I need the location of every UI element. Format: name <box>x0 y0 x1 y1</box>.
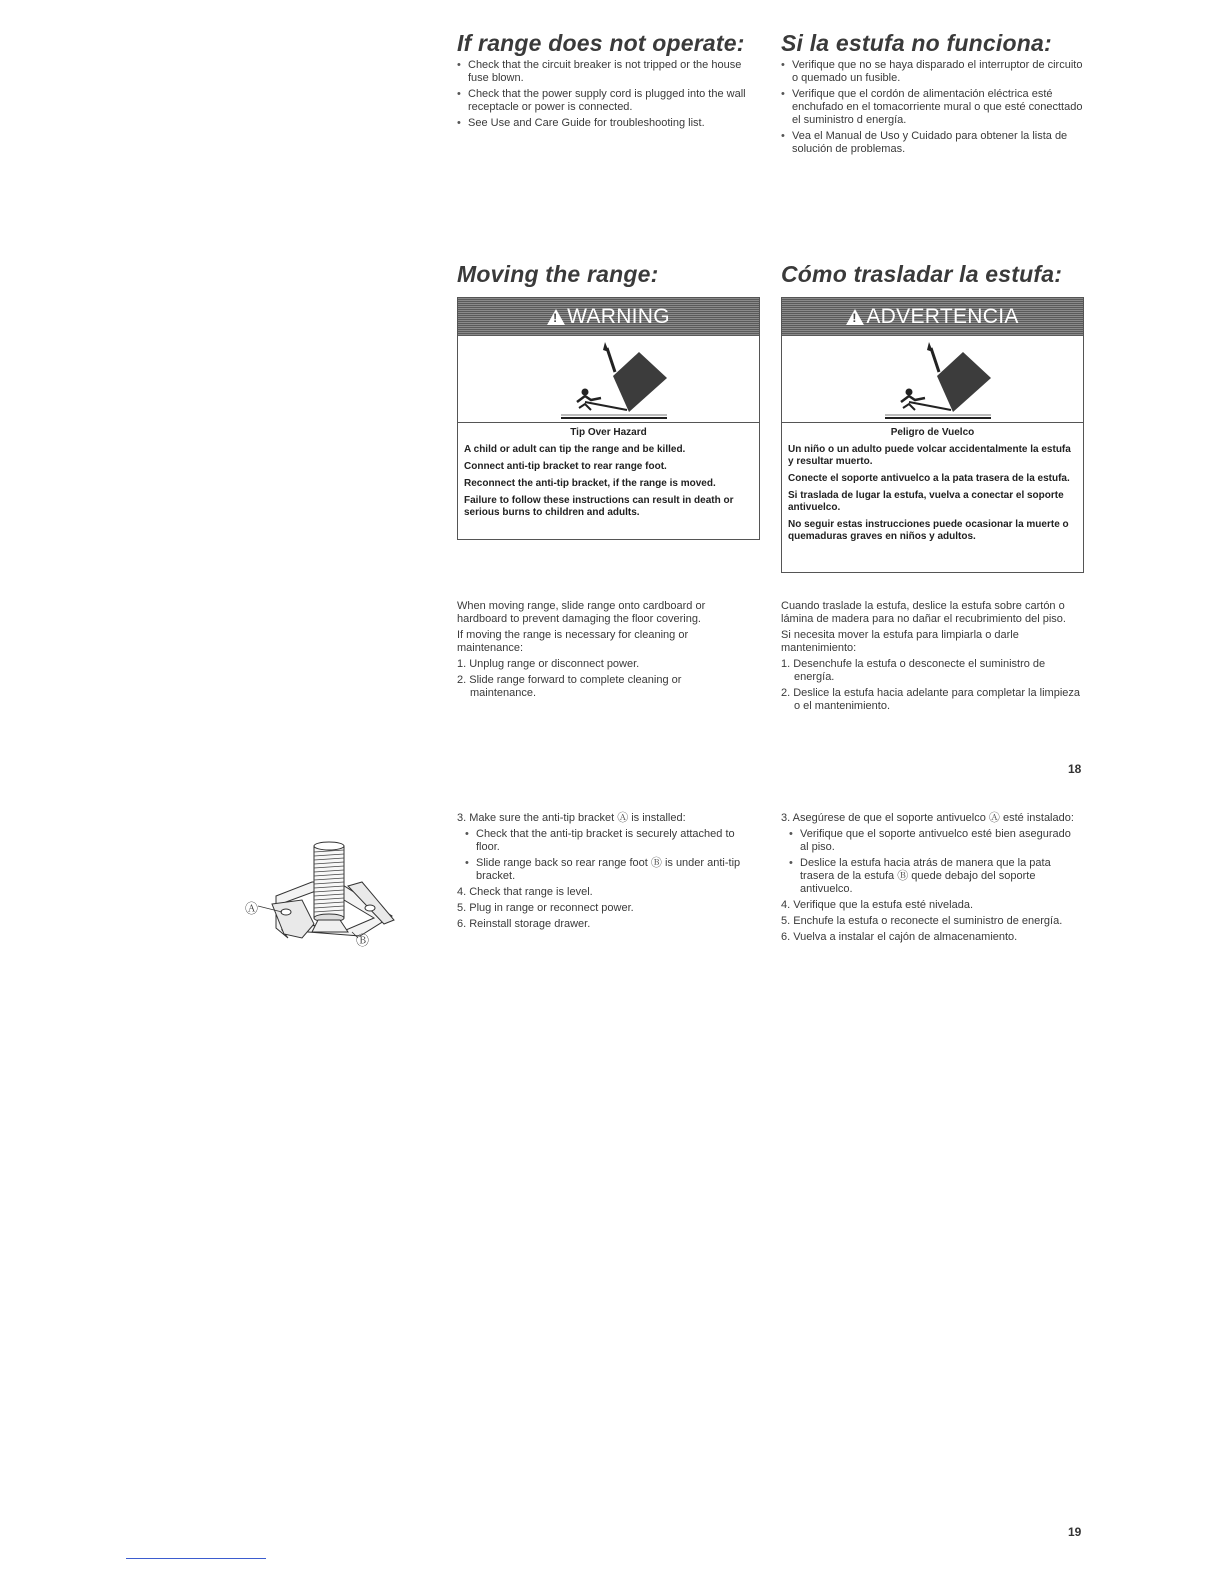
anti-tip-bracket-diagram <box>242 838 402 960</box>
paragraph: Si necesita mover la estufa para limpiarla o darle mantenimiento: <box>781 629 1019 654</box>
list-item: • Check that the power supply cord is plugged into the wall receptacle or power is connected. <box>457 88 747 114</box>
warning-line: Connect anti-tip bracket to rear range foot. <box>464 461 667 472</box>
warning-line: Failure to follow these instructions can result in death or serious burns to children and adults. <box>464 495 734 518</box>
warning-line: Conecte el soporte antivuelco a la pata trasera de la estufa. <box>788 473 1070 484</box>
list-item: • See Use and Care Guide for troubleshooting list. <box>457 117 747 130</box>
hazard-title: Tip Over Hazard <box>570 427 647 438</box>
step: 3. Make sure the anti-tip bracket Ⓐ is installed: <box>457 812 686 824</box>
footer-rule <box>126 1558 266 1559</box>
warning-line: A child or adult can tip the range and be killed. <box>464 444 686 455</box>
list-item: • Check that the anti-tip bracket is securely attached to floor. <box>457 828 747 854</box>
paragraph: If moving the range is necessary for cleaning or maintenance: <box>457 629 689 654</box>
warning-line: Reconnect the anti-tip bracket, if the range is moved. <box>464 478 716 489</box>
troubleshoot-list-en <box>457 59 747 133</box>
list-item: • Verifique que el cordón de alimentación eléctrica esté enchufado en el tomacorriente mural o que esté conecttado el suministro d energía. <box>781 88 1086 127</box>
step: 5. Enchufe la estufa o reconecte el suministro de energía. <box>781 915 1063 927</box>
list-item: • Verifique que el soporte antivuelco esté bien asegurado al piso. <box>781 828 1081 854</box>
hazard-title: Peligro de Vuelco <box>890 427 975 438</box>
step: 2. Slide range forward to complete cleaning or maintenance. <box>457 674 682 699</box>
step: 6. Vuelva a instalar el cajón de almacenamiento. <box>781 931 1018 943</box>
list-item: • Check that the circuit breaker is not tripped or the house fuse blown. <box>457 59 747 85</box>
list-item: • Verifique que no se haya disparado el interruptor de circuito o quemado un fusible. <box>781 59 1086 85</box>
list-item: • Slide range back so rear range foot Ⓑ is under anti-tip bracket. <box>457 857 747 883</box>
callout-a: Ⓐ <box>245 901 259 916</box>
list-item: • Vea el Manual de Uso y Cuidado para obtener la lista de solución de problemas. <box>781 130 1086 156</box>
moving-title-en: Moving the range: <box>457 261 659 287</box>
paragraph: When moving range, slide range onto cardboard or hardboard to prevent damaging the floor covering. <box>457 600 706 625</box>
step: 1. Desenchufe la estufa o desconecte el suministro de energía. <box>781 658 1046 683</box>
warning-label: ADVERTENCIA <box>866 305 1019 328</box>
moving-instructions-en <box>457 600 747 703</box>
anti-tip-steps-en <box>457 812 747 934</box>
warning-text-en <box>458 423 759 530</box>
warning-line: No seguir estas instrucciones puede ocasionar la muerte o quemaduras graves en niños y adultos. <box>788 519 1069 542</box>
warning-banner <box>458 298 759 336</box>
warning-text-es <box>782 423 1083 554</box>
warning-banner <box>782 298 1083 336</box>
warning-line: Un niño o un adulto puede volcar accidentalmente la estufa y resultar muerto. <box>788 444 1071 467</box>
page-number-18: 18 <box>1068 762 1082 776</box>
callout-b: Ⓑ <box>356 933 370 948</box>
warning-box-en <box>457 297 760 540</box>
page-number-19: 19 <box>1068 1525 1082 1539</box>
warning-triangle-icon <box>846 309 864 325</box>
step: 1. Unplug range or disconnect power. <box>457 658 640 670</box>
step: 3. Asegúrese de que el soporte antivuelco Ⓐ esté instalado: <box>781 812 1074 824</box>
warning-label: WARNING <box>567 305 670 328</box>
step: 2. Deslice la estufa hacia adelante para completar la limpieza o el mantenimiento. <box>781 687 1080 712</box>
paragraph: Cuando traslade la estufa, deslice la estufa sobre cartón o lámina de madera para no dañar el recubrimiento del piso. <box>781 600 1066 625</box>
warning-triangle-icon <box>547 309 565 325</box>
step: 4. Check that range is level. <box>457 886 593 898</box>
step: 4. Verifique que la estufa esté nivelada. <box>781 899 974 911</box>
tip-over-hazard-pictogram <box>782 336 1083 423</box>
moving-title-es: Cómo trasladar la estufa: <box>781 261 1063 287</box>
warning-box-es <box>781 297 1084 573</box>
list-item: • Deslice la estufa hacia atrás de manera que la pata trasera de la estufa Ⓑ quede debajo del soporte antivuelco. <box>781 857 1081 896</box>
troubleshoot-title-es: Si la estufa no funciona: <box>781 30 1052 56</box>
anti-tip-steps-es <box>781 812 1081 947</box>
moving-instructions-es <box>781 600 1081 716</box>
troubleshoot-list-es <box>781 59 1086 159</box>
troubleshoot-title-en: If range does not operate: <box>457 30 745 56</box>
warning-line: Si traslada de lugar la estufa, vuelva a conectar el soporte antivuelco. <box>788 490 1064 513</box>
step: 5. Plug in range or reconnect power. <box>457 902 634 914</box>
step: 6. Reinstall storage drawer. <box>457 918 591 930</box>
tip-over-hazard-pictogram <box>458 336 759 423</box>
